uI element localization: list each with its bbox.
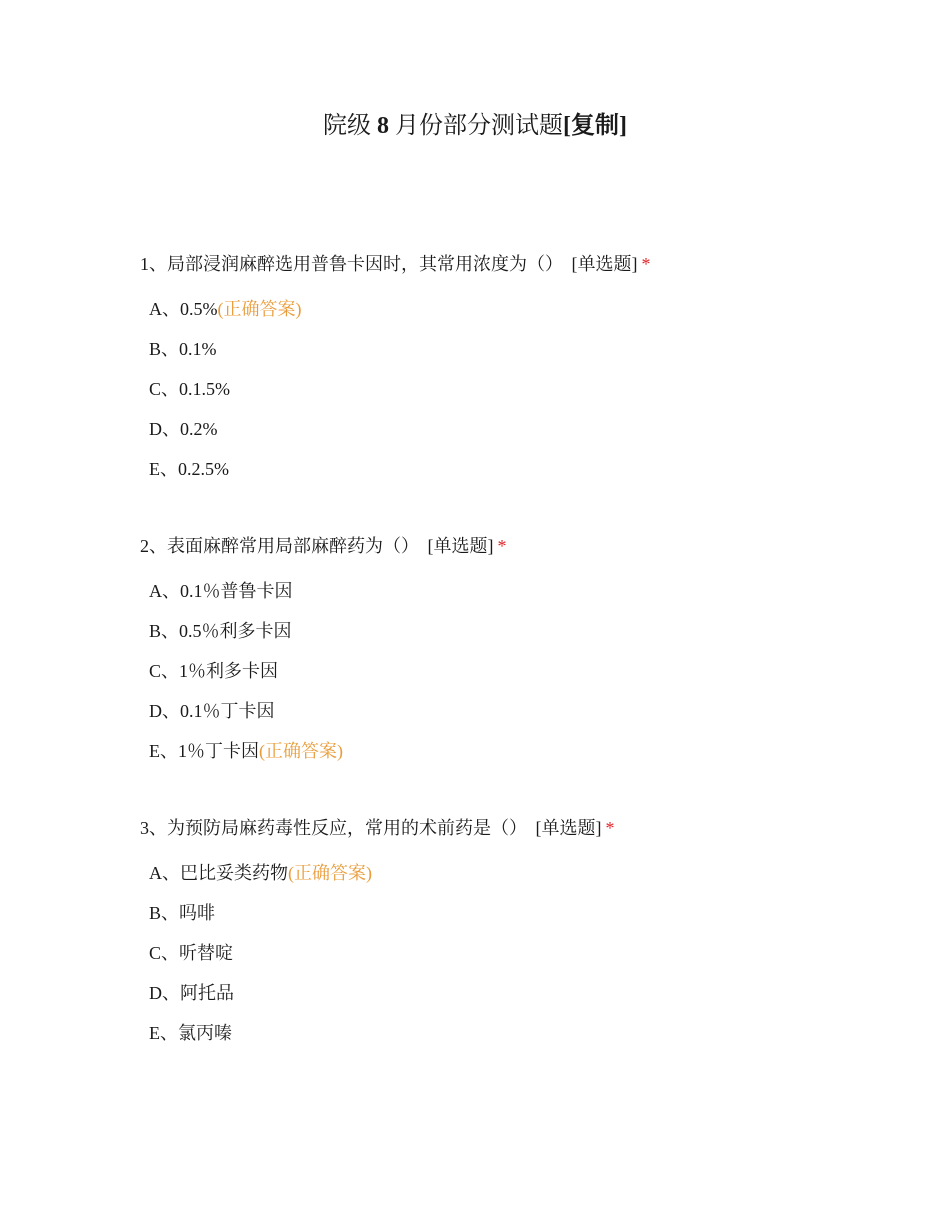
option-text: 0.1％普鲁卡因 bbox=[180, 581, 293, 601]
required-marker: * bbox=[497, 536, 507, 556]
option-letter: D、 bbox=[149, 701, 180, 721]
option-letter: A、 bbox=[149, 863, 180, 883]
question-3 bbox=[140, 816, 900, 1062]
question-number: 1、 bbox=[140, 254, 167, 274]
option-b bbox=[149, 902, 900, 924]
option-list bbox=[140, 580, 900, 762]
question-title bbox=[140, 534, 900, 558]
option-c bbox=[149, 660, 900, 682]
option-text: 阿托品 bbox=[180, 983, 234, 1003]
option-a bbox=[149, 580, 900, 602]
option-text: 巴比妥类药物 bbox=[180, 863, 288, 883]
question-type: [单选题] bbox=[535, 818, 602, 838]
question-title bbox=[140, 816, 900, 840]
option-b bbox=[149, 620, 900, 642]
option-letter: E、 bbox=[149, 459, 178, 479]
question-number: 3、 bbox=[140, 818, 167, 838]
option-e bbox=[149, 458, 900, 480]
option-letter: A、 bbox=[149, 581, 180, 601]
option-letter: E、 bbox=[149, 741, 178, 761]
option-letter: A、 bbox=[149, 299, 180, 319]
option-d bbox=[149, 700, 900, 722]
correct-answer-label: (正确答案) bbox=[259, 741, 343, 761]
option-letter: B、 bbox=[149, 621, 180, 641]
option-text: 1％利多卡因 bbox=[179, 661, 279, 681]
option-text: 1％丁卡因 bbox=[178, 741, 259, 761]
option-c bbox=[149, 378, 900, 400]
option-letter: E、 bbox=[149, 1023, 178, 1043]
page-title bbox=[0, 110, 950, 142]
question-text: 表面麻醉常用局部麻醉药为（） bbox=[167, 536, 419, 556]
option-c bbox=[149, 942, 900, 964]
option-letter: D、 bbox=[149, 983, 180, 1003]
question-type: [单选题] bbox=[427, 536, 494, 556]
question-number: 2、 bbox=[140, 536, 167, 556]
required-marker: * bbox=[605, 818, 615, 838]
option-text: 0.5% bbox=[180, 299, 218, 319]
option-letter: D、 bbox=[149, 419, 180, 439]
title-middle: 月份部分测试题 bbox=[395, 113, 563, 139]
option-letter: C、 bbox=[149, 379, 180, 399]
required-marker: * bbox=[641, 254, 651, 274]
option-text: 氯丙嗪 bbox=[178, 1023, 232, 1043]
option-text: 0.1％丁卡因 bbox=[180, 701, 275, 721]
title-suffix: [复制] bbox=[563, 113, 627, 139]
option-d bbox=[149, 418, 900, 440]
option-text: 0.2.5% bbox=[178, 459, 229, 479]
option-letter: B、 bbox=[149, 339, 180, 359]
option-text: 0.5％利多卡因 bbox=[179, 621, 292, 641]
title-prefix: 院级 bbox=[323, 113, 371, 139]
question-2 bbox=[140, 534, 900, 780]
question-text: 局部浸润麻醉选用普鲁卡因时，其常用浓度为（） bbox=[167, 254, 563, 274]
option-text: 听替啶 bbox=[179, 943, 234, 963]
option-list bbox=[140, 298, 900, 480]
question-text: 为预防局麻药毒性反应，常用的术前药是（） bbox=[167, 818, 527, 838]
correct-answer-label: (正确答案) bbox=[288, 863, 372, 883]
correct-answer-label: (正确答案) bbox=[217, 299, 302, 319]
option-text: 吗啡 bbox=[179, 903, 216, 923]
option-letter: C、 bbox=[149, 943, 180, 963]
question-1 bbox=[140, 252, 900, 498]
option-b bbox=[149, 338, 900, 360]
option-text: 0.2% bbox=[180, 419, 218, 439]
option-a bbox=[149, 298, 900, 320]
option-a bbox=[149, 862, 900, 884]
option-e bbox=[149, 740, 900, 762]
question-type: [单选题] bbox=[571, 254, 638, 274]
option-letter: B、 bbox=[149, 903, 180, 923]
option-text: 0.1.5% bbox=[179, 379, 231, 399]
option-letter: C、 bbox=[149, 661, 180, 681]
option-text: 0.1% bbox=[179, 339, 217, 359]
option-list bbox=[140, 862, 900, 1044]
option-d bbox=[149, 982, 900, 1004]
option-e bbox=[149, 1022, 900, 1044]
question-title bbox=[140, 252, 900, 276]
title-number: 8 bbox=[377, 113, 389, 139]
